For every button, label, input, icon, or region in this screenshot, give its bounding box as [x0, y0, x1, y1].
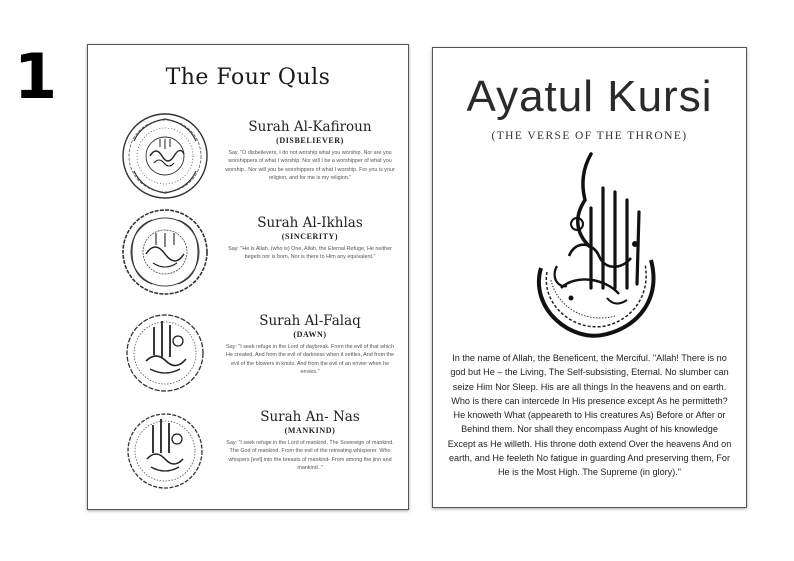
surah-block-kafiroun [88, 111, 408, 211]
surah-translation: Say: "I seek refuge in the Lord of daybreak. From the evil of that which He created. And from the evil of darkness when it settles, And from the evil of the blowers in knots. And from the evil of an envier when he envies." [225, 344, 395, 375]
surah-name: Surah Al-Falaq [259, 313, 361, 329]
surah-block-falaq [88, 305, 408, 405]
ikhlas-calligraphy-roundel-icon [120, 207, 210, 297]
surah-meaning: (SINCERITY) [281, 232, 339, 241]
nas-calligraphy-roundel-icon [120, 401, 210, 491]
ayatul-kursi-poster [432, 47, 747, 508]
surah-name: Surah Al-Ikhlas [257, 215, 363, 231]
surah-name: Surah Al-Kafiroun [248, 119, 372, 135]
poster-title: Ayatul Kursi [466, 72, 713, 121]
surah-meaning: (MANKIND) [284, 426, 336, 435]
ayatul-kursi-translation: In the name of Allah, the Beneficent, the Merciful. "Allah! There is no god but He – the Living, The Self-subsisting, Eternal. No slumber can seize Him Nor Sleep. His are all things In the heavens and on earth. Who is there can intercede In His presence except As he permitteth? He knoweth What (appeareth to His creatures As) Before or After or Behind them. Nor shall they encompass Aught of his knowledge Except as He willeth. His throne doth extend Over the heavens And on earth, and He feeleth No fatigue in guarding And preserving them, For He is the Most High. The Supreme (in glory)." [447, 353, 732, 478]
ayatul-kursi-calligraphy-icon [511, 148, 671, 348]
kafiroun-calligraphy-roundel-icon [120, 111, 210, 201]
poster-title: The Four Quls [165, 65, 331, 90]
surah-meaning: (DAWN) [293, 330, 327, 339]
surah-name: Surah An- Nas [260, 409, 360, 425]
four-quls-poster [87, 44, 409, 510]
surah-meaning: (DISBELIEVER) [276, 136, 344, 145]
surah-translation: Say: "I seek refuge in the Lord of mankind, The Sovereign of mankind. The God of mankind. From the evil of the retreating whisperer. Who whispers [evil] into the breasts of mankind- From among the jinn and mankind ." [226, 440, 394, 471]
falaq-calligraphy-roundel-icon [120, 305, 210, 395]
surah-translation: Say, "O disbelievers, I do not worship what you worship. Nor are you worshippers of what I worship. Nor will I be a worshipper of what you worship.. Nor will you be worshippers of what I worship. For you is your religion, and for me is my religion." [225, 150, 395, 181]
surah-block-ikhlas [88, 207, 408, 307]
surah-block-nas [88, 401, 408, 501]
listing-number-badge: 1 [14, 40, 58, 113]
surah-translation: Say: "He is Allah, (who is) One, Allah, the Eternal Refuge, He neither begets nor is born, Nor is there to Him any equivalent." [228, 246, 392, 261]
poster-subtitle: (THE VERSE OF THE THRONE) [491, 130, 688, 142]
